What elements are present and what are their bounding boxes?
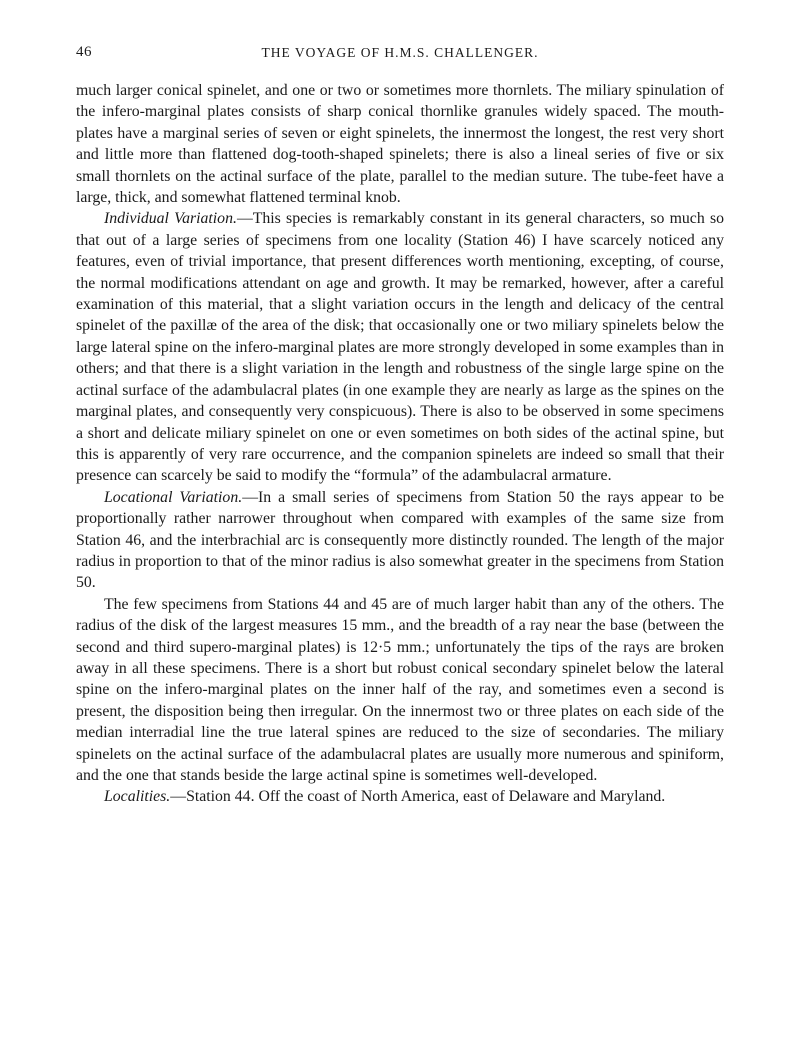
page-header <box>76 44 724 68</box>
paragraph-text: —In a small series of specimens from Station 50 the rays appear to be proportionally rather narrower throughout when compared with examples of the same size from Station 46, and the interbrachial arc is consequently more distinctly rounded. The length of the major radius in proportion to that of the minor radius is also somewhat greater in the specimens from Station 50. <box>76 488 724 592</box>
paragraph-stations-44-45 <box>76 594 724 787</box>
paragraph-text: much larger conical spinelet, and one or two or sometimes more thornlets. The miliary spinulation of the infero-marginal plates consists of sharp conical thornlike granules widely spaced. The mouth-plates have a marginal series of seven or eight spinelets, the innermost the longest, the rest very short and little more than flattened dog-tooth-shaped spinelets; there is also a lineal series of five or six small thornlets on the actinal surface of the plate, parallel to the median suture. The tube-feet have a large, thick, and somewhat flattened terminal knob. <box>76 82 724 207</box>
paragraph-localities <box>76 786 724 807</box>
paragraph-locational-variation <box>76 487 724 594</box>
paragraph-text: —This species is remarkably constant in its general characters, so much so that out of a large series of specimens from one locality (Station 46) I have scarcely noticed any features, even of trivial importance, that present differences worth mentioning, excepting, of course, the normal modifications attendant on age and growth. It may be remarked, however, after a careful examination of this material, that a slight variation occurs in the length and delicacy of the central spinelet of the paxillæ of the area of the disk; that occasionally one or two miliary spinelets below the large lateral spine on the infero-marginal plates are more strongly developed in some examples than in others; and that there is a slight variation in the length and robustness of the single large spine on the actinal surface of the adambulacral plates (in one example they are nearly as large as the spines on the marginal plates, and consequently very conspicuous). There is also to be observed in some specimens a short and delicate miliary spinelet on one or even sometimes on both sides of the actinal spine, but this is apparently of very rare occurrence, and the companion spinelets are indeed so small that their presence can scarcely be said to modify the “formula” of the adambulacral armature. <box>76 210 725 485</box>
paragraph-text: The few specimens from Stations 44 and 45 are of much larger habit than any of the others. The radius of the disk of the largest measures 15 mm., and the breadth of a ray near the base (between the second and third supero-marginal plates) is 12·5 mm.; unfortunately the tips of the rays are broken away in all these specimens. There is a short but robust conical secondary spinelet below the lateral spine on the infero-marginal plates on the inner half of the ray, and sometimes even a second is present, the disposition being then irregular. On the innermost two or three plates on each side of the median interradial line the true lateral spines are reduced to the size of secondaries. The miliary spinelets on the actinal surface of the adambulacral plates are usually more numerous and spiniform, and the one that stands beside the large actinal spine is sometimes well-developed. <box>76 595 724 784</box>
page-number: 46 <box>76 44 92 60</box>
body-text <box>76 80 724 808</box>
running-head: THE VOYAGE OF H.M.S. CHALLENGER. <box>261 45 539 60</box>
paragraph-individual-variation <box>76 208 724 486</box>
section-lead: Individual Variation. <box>104 210 237 228</box>
section-lead: Localities. <box>104 788 171 806</box>
paragraph-description-continued <box>76 80 724 208</box>
paragraph-text: —Station 44. Off the coast of North America, east of Delaware and Maryland. <box>170 788 666 806</box>
section-lead: Locational Variation. <box>104 488 243 506</box>
